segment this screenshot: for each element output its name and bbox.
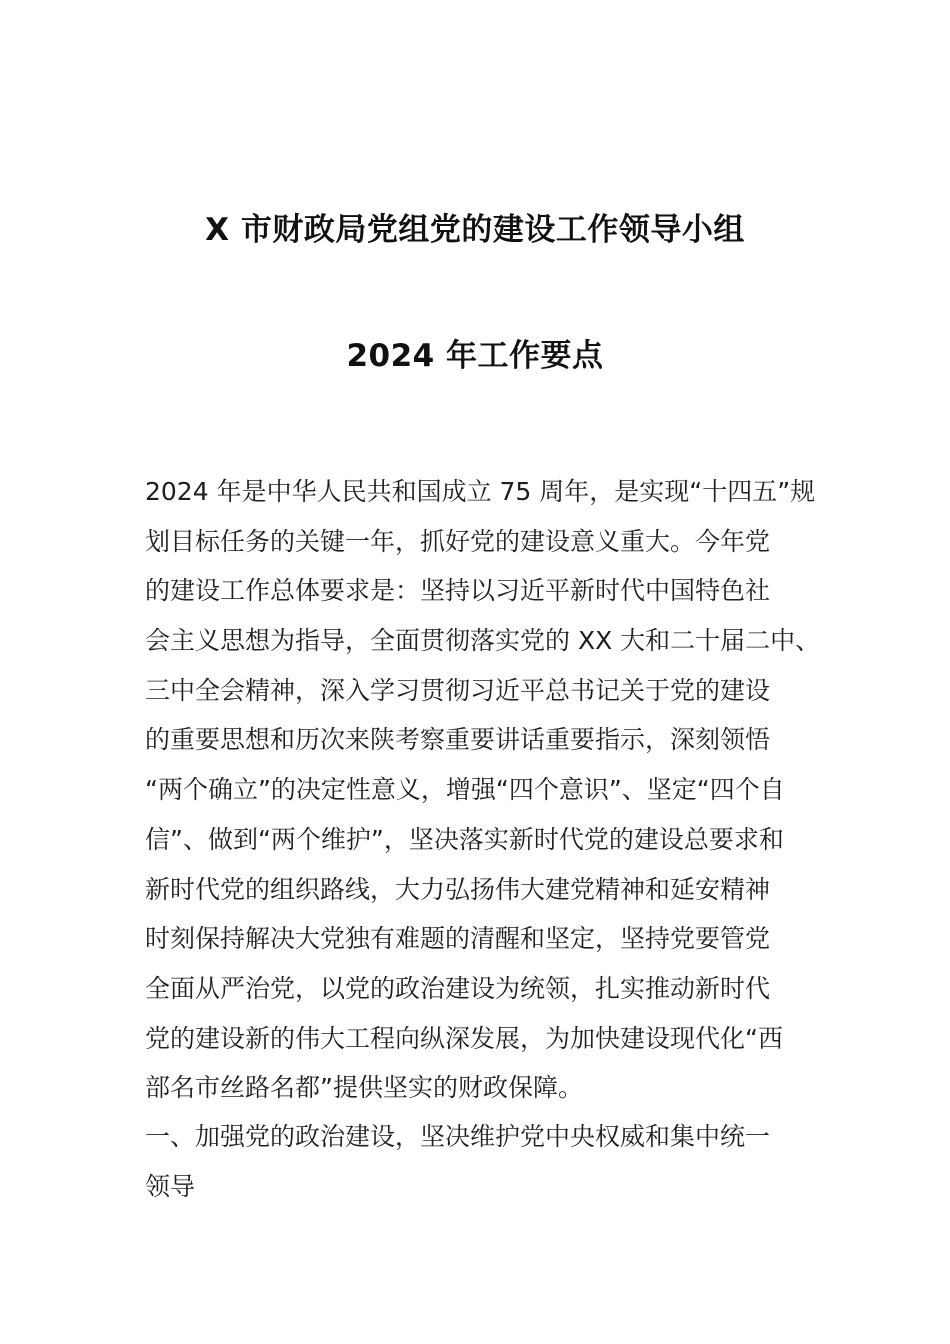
section-heading-line: 领导 <box>145 1171 196 1201</box>
intro-line: 信”、做到“两个维护”，坚决落实新时代党的建设总要求和 <box>145 824 784 854</box>
intro-line: 三中全会精神，深入学习贯彻习近平总书记关于党的建设 <box>145 675 771 705</box>
intro-line: “两个确立”的决定性意义，增强“四个意识”、坚定“四个自 <box>145 775 785 805</box>
intro-line: 全面从严治党，以党的政治建设为统领，扎实推动新时代 <box>145 973 771 1003</box>
section-heading-1 <box>145 1112 825 1211</box>
intro-line: 部名市丝路名都”提供坚实的财政保障。 <box>145 1073 583 1103</box>
intro-line: 的重要思想和历次来陕考察重要讲话重要指示，深刻领悟 <box>145 725 771 755</box>
intro-line: 的建设工作总体要求是：坚持以习近平新时代中国特色社 <box>145 576 771 606</box>
section-heading-line: 一、加强党的政治建设，坚决维护党中央权威和集中统一 <box>145 1122 771 1151</box>
intro-line: 党的建设新的伟大工程向纵深发展，为加快建设现代化“西 <box>145 1023 783 1053</box>
intro-line: 会主义思想为指导，全面贯彻落实党的 XX 大和二十届二中、 <box>145 626 821 656</box>
document-title-line-2: 2024 年工作要点 <box>346 338 604 374</box>
intro-line: 划目标任务的关键一年，抓好党的建设意义重大。今年党 <box>145 526 771 556</box>
intro-line: 2024 年是中华人民共和国成立 75 周年，是实现“十四五”规 <box>145 477 816 506</box>
document-title-line-1: X 市财政局党组党的建设工作领导小组 <box>205 212 745 248</box>
intro-line: 新时代党的组织路线，大力弘扬伟大建党精神和延安精神 <box>145 874 771 904</box>
intro-line: 时刻保持解决大党独有难题的清醒和坚定，坚持党要管党 <box>145 924 771 954</box>
intro-paragraph <box>145 467 825 1113</box>
